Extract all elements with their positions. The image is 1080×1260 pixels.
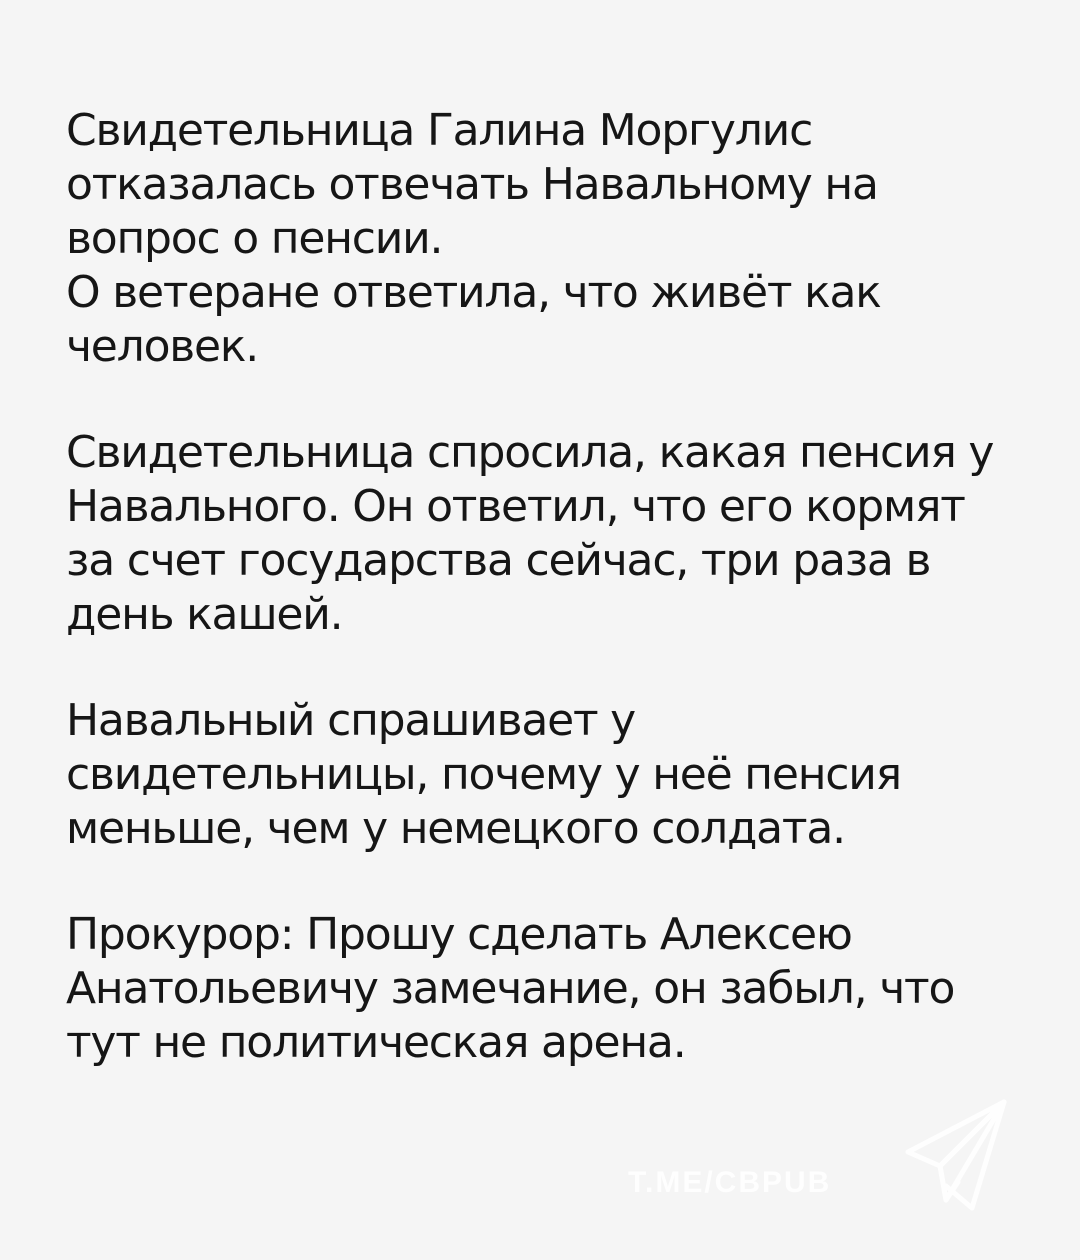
paragraph-line: вопрос о пенсии. <box>66 213 443 264</box>
paragraph-line: тут не политическая арена. <box>66 1017 686 1068</box>
paragraph-3 <box>66 694 1026 856</box>
paragraph-line: отказалась отвечать Навальному на <box>66 159 878 210</box>
paragraph-line: меньше, чем у немецкого солдата. <box>66 803 845 854</box>
paragraph-1 <box>66 104 1026 374</box>
watermark-text: T.ME/CBPUB <box>628 1166 832 1199</box>
paragraph-line: Анатольевичу замечание, он забыл, что <box>66 963 955 1014</box>
paper-plane-icon <box>900 1096 1010 1216</box>
paragraph-line: Свидетельница Галина Моргулис <box>66 105 813 156</box>
paragraph-4 <box>66 908 1026 1070</box>
post-text <box>66 104 1026 1122</box>
paragraph-line: Свидетельница спросила, какая пенсия у <box>66 427 994 478</box>
paragraph-line: за счет государства сейчас, три раза в <box>66 535 931 586</box>
paragraph-line: Навальный спрашивает у <box>66 695 636 746</box>
paragraph-line: свидетельницы, почему у неё пенсия <box>66 749 901 800</box>
watermark <box>620 1096 1020 1216</box>
paragraph-line: день кашей. <box>66 589 343 640</box>
paragraph-2 <box>66 426 1026 642</box>
paragraph-line: Навального. Он ответил, что его кормят <box>66 481 965 532</box>
paragraph-line: человек. <box>66 321 259 372</box>
paragraph-line: Прокурор: Прошу сделать Алексею <box>66 909 852 960</box>
paragraph-line: О ветеране ответила, что живёт как <box>66 267 881 318</box>
